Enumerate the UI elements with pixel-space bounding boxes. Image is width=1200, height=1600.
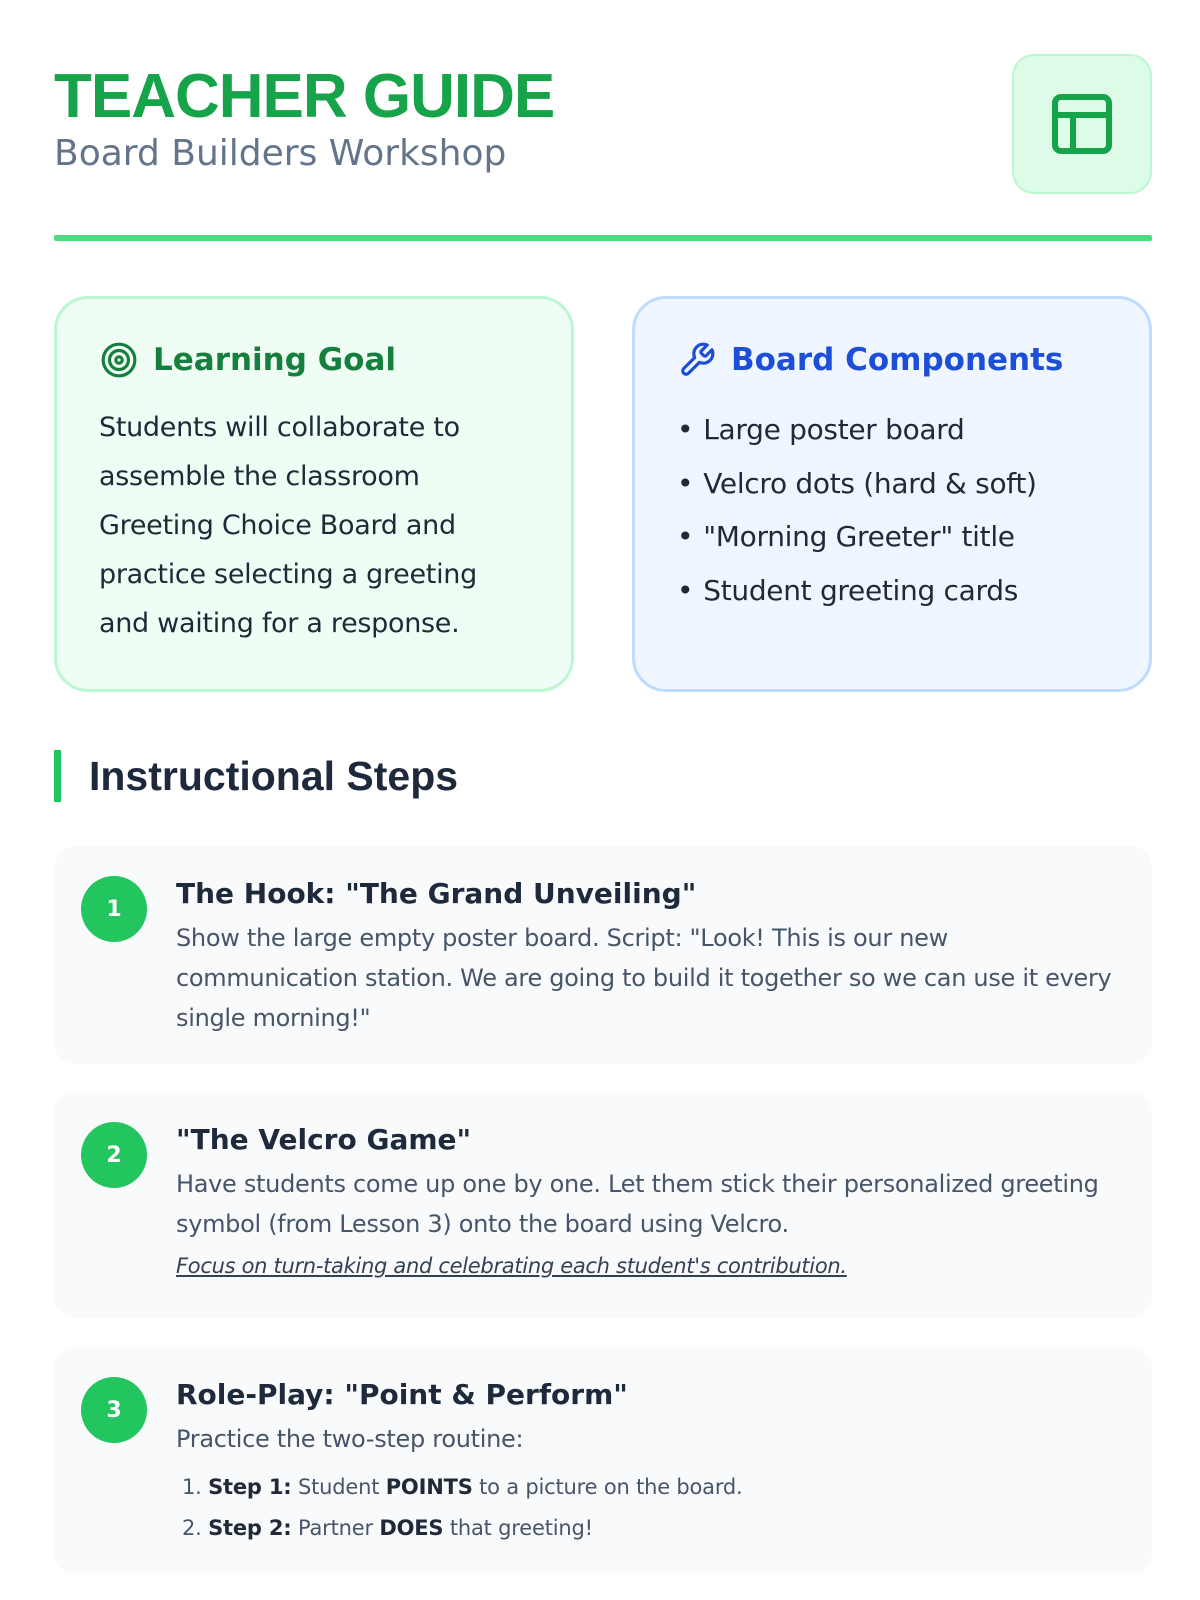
- step-title: The Hook: "The Grand Unveiling": [176, 877, 697, 910]
- routine-list: [176, 1467, 1122, 1549]
- header-divider: [54, 235, 1152, 241]
- learning-goal-header: [99, 339, 531, 381]
- learning-goal-label: Learning Goal: [153, 342, 397, 378]
- step-text: to a picture on the board.: [479, 1475, 743, 1499]
- step-card-1: [54, 846, 1152, 1064]
- list-item: • "Morning Greeter" title: [677, 520, 1015, 553]
- step-number-badge: 3: [81, 1377, 147, 1443]
- page-title: TEACHER GUIDE: [54, 62, 555, 131]
- section-heading: [54, 750, 458, 802]
- step-card-3: [54, 1347, 1152, 1575]
- list-item: • Large poster board: [677, 413, 965, 446]
- step-note: Focus on turn-taking and celebrating each student's contribution.: [176, 1254, 847, 1278]
- logo-badge: [1012, 54, 1152, 194]
- list-number: 1.: [182, 1475, 202, 1499]
- step-title: Role-Play: "Point & Perform": [176, 1378, 628, 1411]
- step-lead: Step 2:: [208, 1516, 292, 1540]
- step-number-badge: 1: [81, 876, 147, 942]
- components-list: [677, 403, 1109, 617]
- step-text: that greeting!: [449, 1516, 593, 1540]
- list-item: [182, 1508, 1122, 1549]
- layout-icon: [1046, 88, 1118, 160]
- target-icon: [99, 340, 139, 380]
- board-components-label: Board Components: [731, 342, 1064, 378]
- step-title: "The Velcro Game": [176, 1123, 472, 1156]
- step-description: Show the large empty poster board. Script: "Look! This is our new communication station. We are going to build it together so we can use it every single morning!": [176, 924, 1112, 1032]
- wrench-icon: [677, 340, 717, 380]
- list-number: 2.: [182, 1516, 202, 1540]
- step-number-badge: 2: [81, 1122, 147, 1188]
- board-components-header: [677, 339, 1109, 381]
- step-text: Student: [297, 1475, 380, 1499]
- step-emphasis: DOES: [379, 1516, 444, 1540]
- page-subtitle: Board Builders Workshop: [54, 133, 507, 174]
- list-item: • Student greeting cards: [677, 573, 1018, 607]
- step-description: Practice the two-step routine:: [176, 1425, 524, 1453]
- component-label: Student greeting cards: [703, 573, 1018, 607]
- step-text: Partner: [297, 1516, 373, 1540]
- learning-goal-text: Students will collaborate to assemble the classroom Greeting Choice Board and practice selecting a greeting and waiting for a response.: [99, 412, 477, 639]
- section-accent-bar: [54, 750, 61, 802]
- component-label: "Morning Greeter" title: [703, 520, 1015, 553]
- step-description: Have students come up one by one. Let them stick their personalized greeting symbol (from Lesson 3) onto the board using Velcro.: [176, 1170, 1099, 1238]
- list-item: [182, 1467, 1122, 1508]
- step-lead: Step 1:: [208, 1475, 292, 1499]
- board-components-card: [632, 296, 1152, 692]
- step-emphasis: POINTS: [385, 1475, 473, 1499]
- step-card-2: [54, 1092, 1152, 1318]
- component-label: Large poster board: [703, 413, 965, 446]
- list-item: • Velcro dots (hard & soft): [677, 466, 1037, 500]
- component-label: Velcro dots (hard & soft): [703, 466, 1037, 500]
- learning-goal-card: [54, 296, 574, 692]
- section-title: Instructional Steps: [89, 752, 459, 799]
- page-header: [54, 62, 1152, 198]
